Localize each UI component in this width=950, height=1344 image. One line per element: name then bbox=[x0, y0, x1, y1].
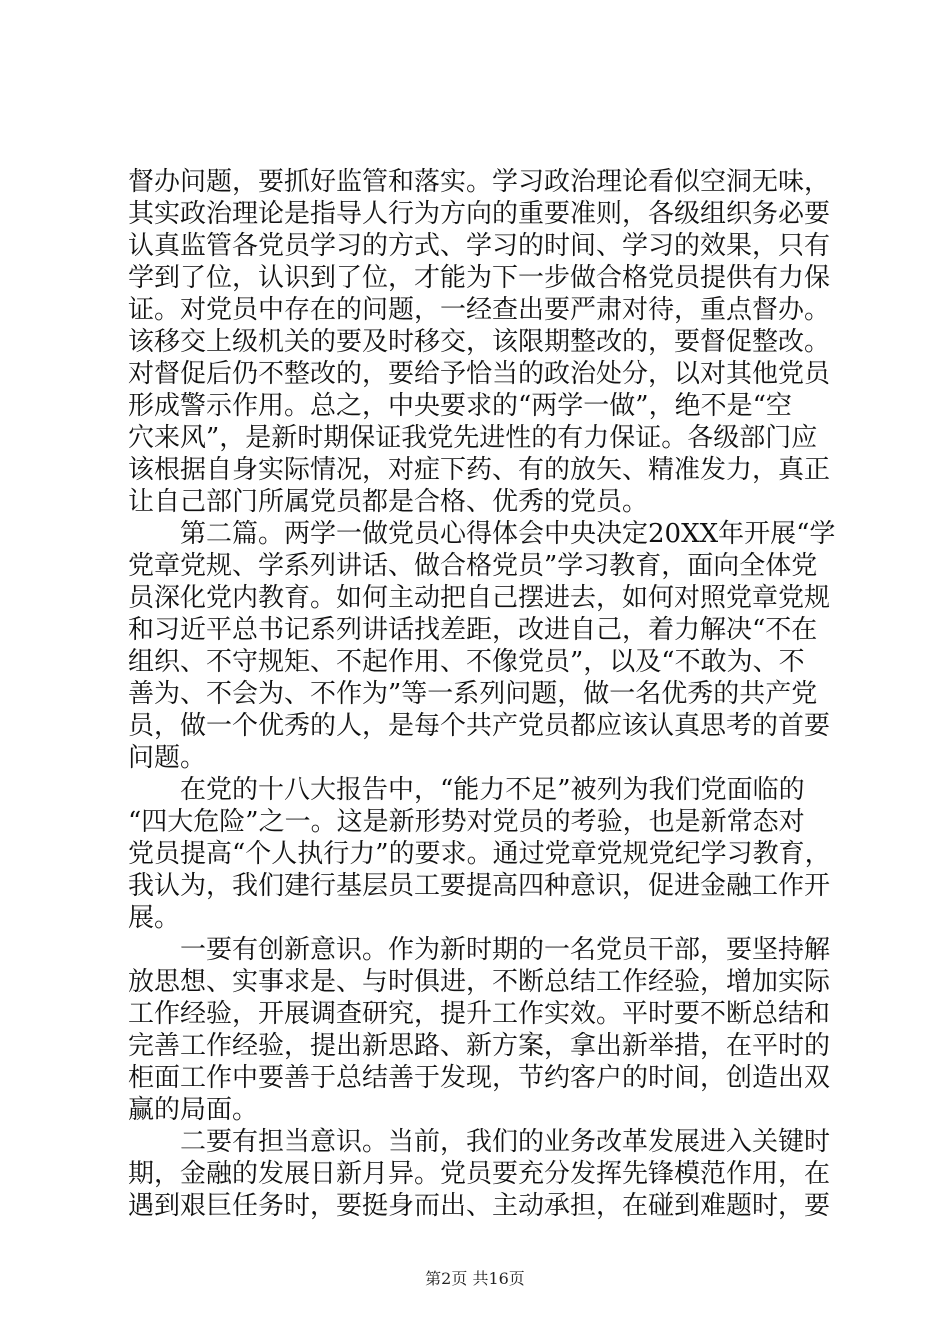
text-line: 遇到艰巨任务时，要挺身而出、主动承担，在碰到难题时，要 bbox=[128, 1191, 831, 1221]
page-number-info: 第2页 共16页 bbox=[425, 1269, 525, 1288]
text-line: 二要有担当意识。当前，我们的业务改革发展进入关键时 bbox=[128, 1127, 831, 1157]
text-line: 该移交上级机关的要及时移交，该限期整改的，要督促整改。 bbox=[128, 327, 831, 357]
text-line: 党章党规、学系列讲话、做合格党员”学习教育，面向全体党 bbox=[128, 551, 818, 581]
text-line: 问题。 bbox=[128, 743, 207, 773]
text-line: 证。对党员中存在的问题，一经查出要严肃对待，重点督办。 bbox=[128, 295, 831, 325]
text-line: 第二篇。两学一做党员心得体会中央决定20XX年开展“学 bbox=[128, 519, 836, 549]
text-line: 放思想、实事求是、与时俱进，不断总结工作经验，增加实际 bbox=[128, 967, 831, 997]
text-line: 柜面工作中要善于总结善于发现，节约客户的时间，创造出双 bbox=[128, 1063, 831, 1093]
text-line: 展。 bbox=[128, 903, 181, 933]
text-line: 工作经验，开展调查研究，提升工作实效。平时要不断总结和 bbox=[128, 999, 831, 1029]
text-line: 员深化党内教育。如何主动把自己摆进去，如何对照党章党规 bbox=[128, 583, 831, 613]
page-footer bbox=[0, 1269, 950, 1289]
text-line: 对督促后仍不整改的，要给予恰当的政治处分，以对其他党员 bbox=[128, 359, 831, 389]
text-line: 组织、不守规矩、不起作用、不像党员”，以及“不敢为、不 bbox=[128, 647, 805, 677]
text-line: 善为、不会为、不作为”等一系列问题，做一名优秀的共产党 bbox=[128, 679, 818, 709]
text-line: 期，金融的发展日新月异。党员要充分发挥先锋模范作用，在 bbox=[128, 1159, 831, 1189]
text-line: 员，做一个优秀的人，是每个共产党员都应该认真思考的首要 bbox=[128, 711, 831, 741]
text-line: 在党的十八大报告中，“能力不足”被列为我们党面临的 bbox=[128, 775, 805, 805]
text-line: 穴来风”，是新时期保证我党先进性的有力保证。各级部门应 bbox=[128, 423, 818, 453]
text-line: 其实政治理论是指导人行为方向的重要准则，各级组织务必要 bbox=[128, 199, 831, 229]
text-line: 该根据自身实际情况，对症下药、有的放矢、精准发力，真正 bbox=[128, 455, 831, 485]
document-body bbox=[128, 166, 836, 1222]
text-line: 一要有创新意识。作为新时期的一名党员干部，要坚持解 bbox=[128, 935, 831, 965]
text-line: 我认为，我们建行基层员工要提高四种意识，促进金融工作开 bbox=[128, 871, 831, 901]
text-line: 让自己部门所属党员都是合格、优秀的党员。 bbox=[128, 487, 649, 517]
text-line: 和习近平总书记系列讲话找差距，改进自己，着力解决“不在 bbox=[128, 615, 818, 645]
text-line: 赢的局面。 bbox=[128, 1095, 259, 1125]
text-lines bbox=[128, 166, 836, 1222]
text-line: 党员提高“个人执行力”的要求。通过党章党规党纪学习教育， bbox=[128, 839, 831, 869]
text-line: “四大危险”之一。这是新形势对党员的考验，也是新常态对 bbox=[128, 807, 805, 837]
text-line: 认真监管各党员学习的方式、学习的时间、学习的效果，只有 bbox=[128, 231, 831, 261]
text-line: 形成警示作用。总之，中央要求的“两学一做”，绝不是“空 bbox=[128, 391, 792, 421]
text-line: 学到了位，认识到了位，才能为下一步做合格党员提供有力保 bbox=[128, 263, 831, 293]
text-line: 完善工作经验，提出新思路、新方案，拿出新举措，在平时的 bbox=[128, 1031, 831, 1061]
text-line: 督办问题，要抓好监管和落实。学习政治理论看似空洞无味， bbox=[128, 167, 831, 197]
